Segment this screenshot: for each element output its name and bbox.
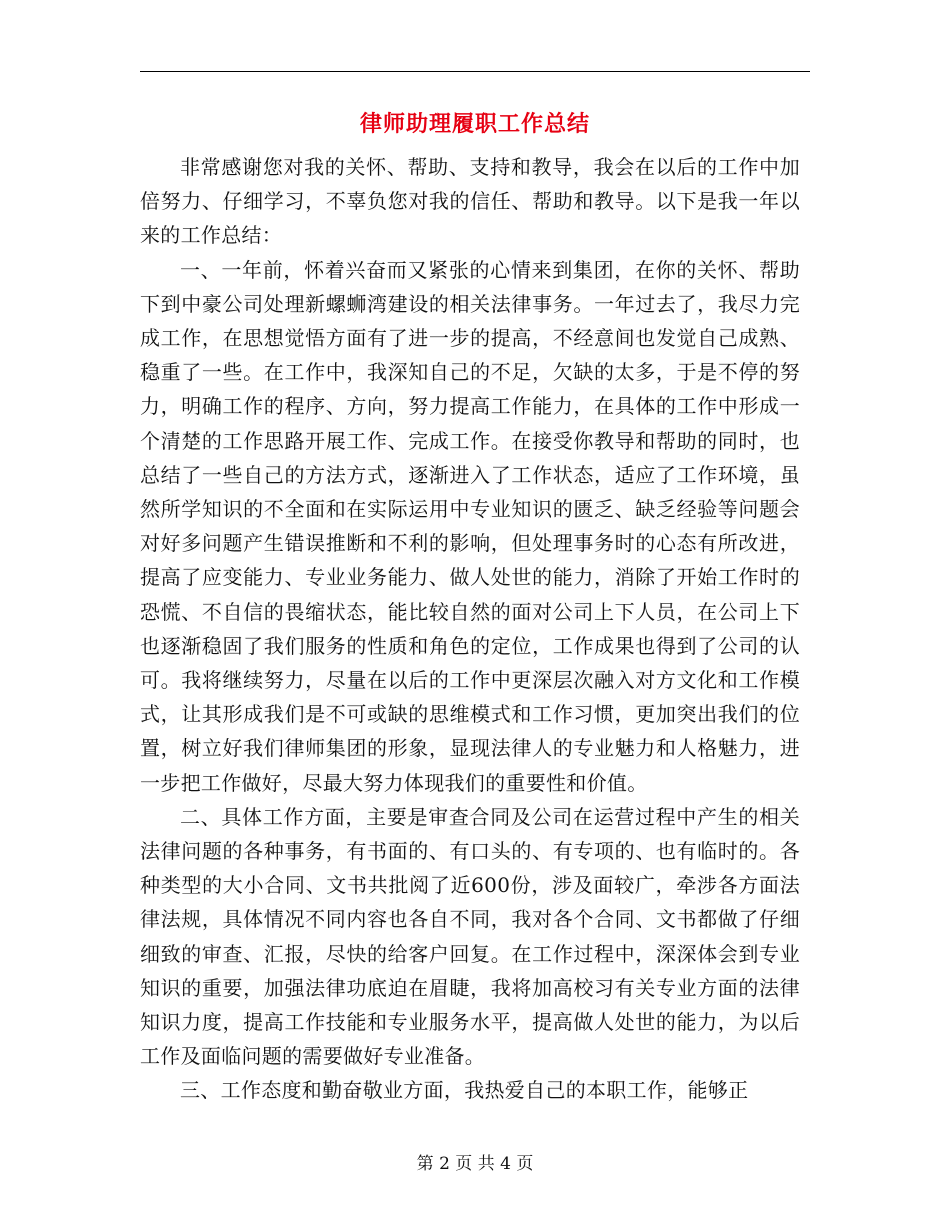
paragraph-section-2: 二、具体工作方面，主要是审查合同及公司在运营过程中产生的相关法律问题的各种事务，有书面的、有口头的、有专项的、也有临时的。各种类型的大小合同、文书共批阅了近600份，涉及面较广，牵涉各方面法律法规，具体情况不同内容也各自不同，我对各个合同、文书都做了仔细细致的审查、汇报，尽快的给客户回复。在工作过程中，深深体会到专业知识的重要，加强法律功底迫在眉睫，我将加高校习有关专业方面的法律知识力度，提高工作技能和专业服务水平，提高做人处世的能力，为以后工作及面临问题的需要做好专业准备。 [140, 804, 800, 1069]
header-rule [140, 71, 810, 72]
document-title: 律师助理履职工作总结 [359, 111, 590, 137]
paragraph-intro: 非常感谢您对我的关怀、帮助、支持和教导，我会在以后的工作中加倍努力、仔细学习，不辜负您对我的信任、帮助和教导。以下是我一年以来的工作总结： [140, 155, 800, 248]
paragraph-section-3: 三、工作态度和勤奋敬业方面，我热爱自己的本职工作，能够正 [180, 1078, 749, 1103]
page-number: 第 2 页 共 4 页 [416, 1154, 534, 1174]
document-body [140, 150, 800, 1108]
paragraph-section-1: 一、一年前，怀着兴奋而又紧张的心情来到集团，在你的关怀、帮助下到中豪公司处理新螺蛳湾建设的相关法律事务。一年过去了，我尽力完成工作，在思想觉悟方面有了进一步的提高，不经意间也发觉自己成熟、稳重了一些。在工作中，我深知自己的不足，欠缺的太多，于是不停的努力，明确工作的程序、方向，努力提高工作能力，在具体的工作中形成一个清楚的工作思路开展工作、完成工作。在接受你教导和帮助的同时，也总结了一些自己的方法方式，逐渐进入了工作状态，适应了工作环境，虽然所学知识的不全面和在实际运用中专业知识的匮乏、缺乏经验等问题会对好多问题产生错误推断和不利的影响，但处理事务时的心态有所改进，提高了应变能力、专业业务能力、做人处世的能力，消除了开始工作时的恐慌、不自信的畏缩状态，能比较自然的面对公司上下人员，在公司上下也逐渐稳固了我们服务的性质和角色的定位，工作成果也得到了公司的认可。我将继续努力，尽量在以后的工作中更深层次融入对方文化和工作模式，让其形成我们是不可或缺的思维模式和工作习惯，更加突出我们的位置，树立好我们律师集团的形象，显现法律人的专业魅力和人格魅力，进一步把工作做好，尽最大努力体现我们的重要性和价值。 [140, 257, 800, 795]
